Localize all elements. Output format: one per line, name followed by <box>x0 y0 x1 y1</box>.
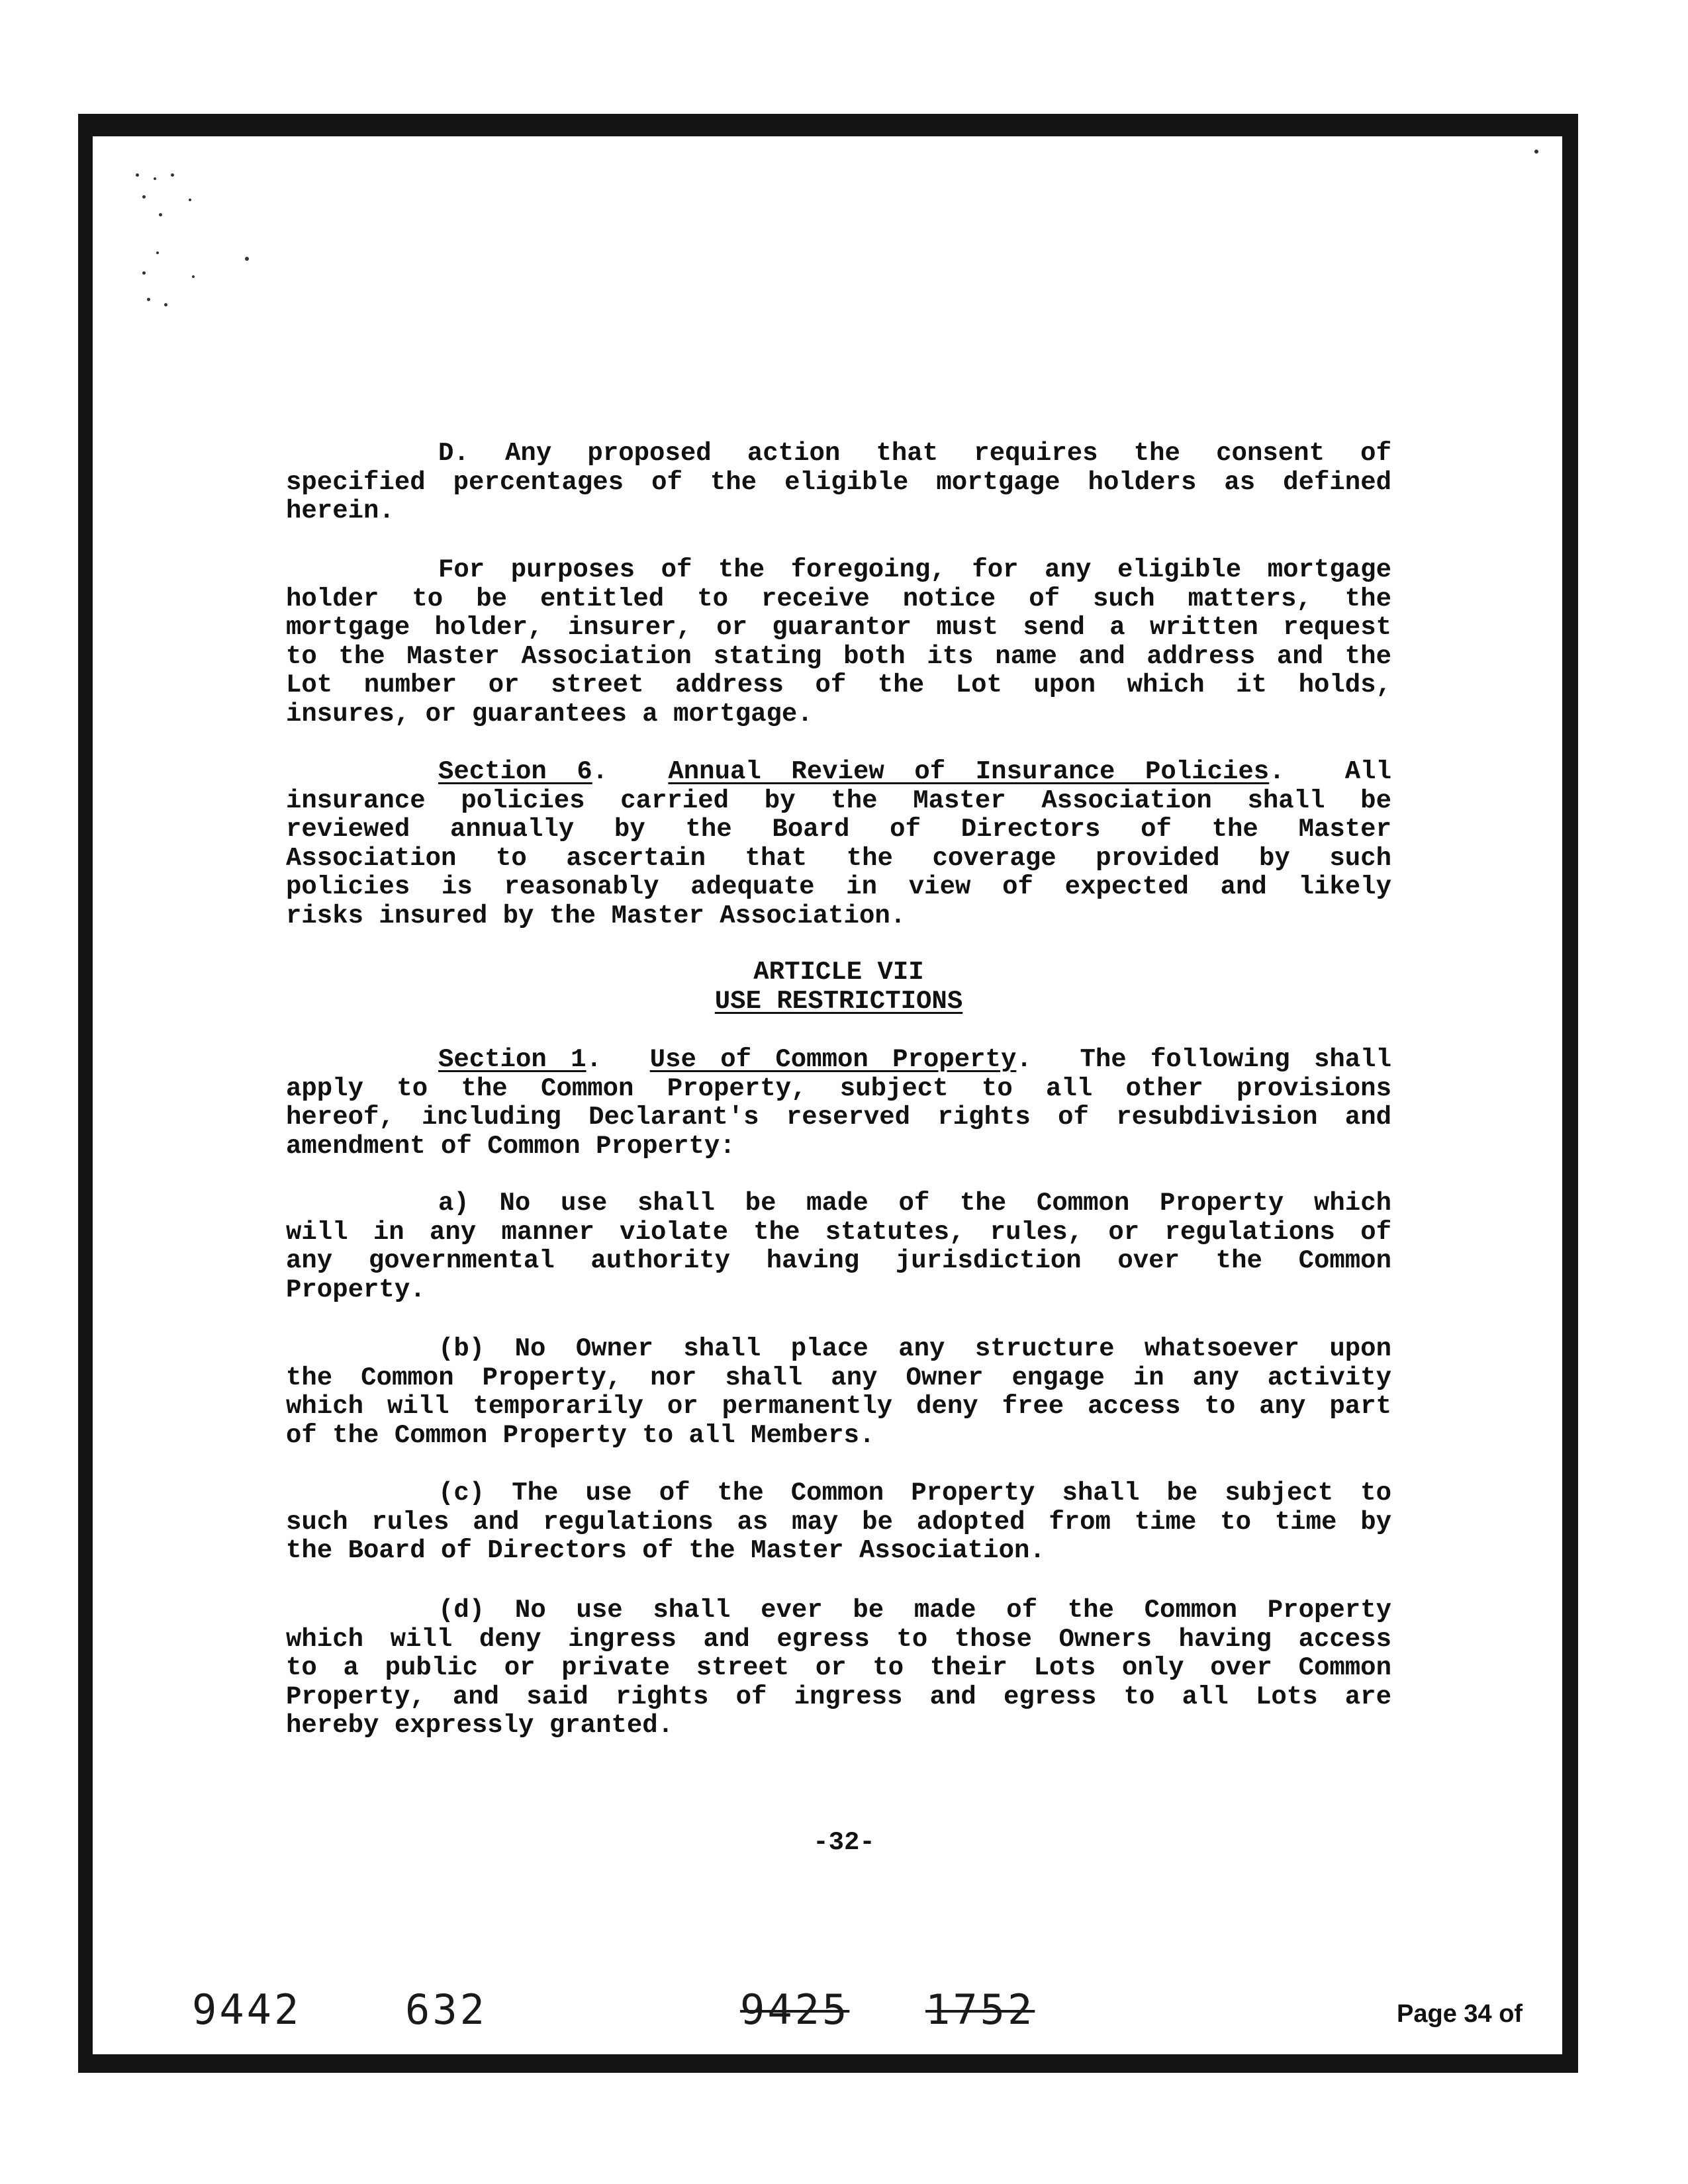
paragraph-line: hereby expressly granted. <box>286 1711 674 1740</box>
paragraph-line: the Common Property, nor shall any Owner engage in any activity <box>286 1363 1391 1392</box>
page-number: -32- <box>813 1828 875 1857</box>
paragraph-line: specified percentages of the eligible mortgage holders as defined <box>286 467 1391 497</box>
paragraph-line: to a public or private street or to their Lots only over Common <box>286 1653 1391 1682</box>
paragraph-line: (c) The use of the Common Property shall be subject to <box>438 1479 1391 1508</box>
struck-page-number: 1752 <box>925 1985 1035 2034</box>
paragraph-line: Lot number or street address of the Lot upon which it holds, <box>286 670 1391 700</box>
paragraph-line: (b) No Owner shall place any structure whatsoever upon <box>438 1334 1391 1363</box>
paragraph-line: (d) No use shall ever be made of the Common Property <box>438 1596 1391 1625</box>
paragraph-line: risks insured by the Master Association. <box>286 901 906 931</box>
paragraph-line: holder to be entitled to receive notice of such matters, the <box>286 584 1391 614</box>
section-1: Section 1. Use of Common Property. The following shall apply to the Common Property, subject to all other provisions hereof, including Declarant's reserved rights of resubdivision and amendment of Common Property: <box>286 1045 1391 1161</box>
paragraph-line: mortgage holder, insurer, or guarantor must send a written request <box>286 613 1391 642</box>
paragraph-line: which will temporarily or permanently deny free access to any part <box>286 1392 1391 1421</box>
paragraph-line: insures, or guarantees a mortgage. <box>286 699 813 729</box>
paragraph-line: hereof, including Declarant's reserved rights of resubdivision and <box>286 1103 1391 1132</box>
paragraph-line: insurance policies carried by the Master Association shall be <box>286 786 1391 815</box>
paragraph-line: D. Any proposed action that requires the consent of <box>438 439 1391 468</box>
item-b <box>286 1335 1391 1450</box>
paragraph-line: Association to ascertain that the coverage provided by such <box>286 843 1391 873</box>
section-title: Use of Common Property <box>649 1045 1017 1074</box>
paragraph-line: Property, and said rights of ingress and egress to all Lots are <box>286 1682 1391 1711</box>
paragraph-d <box>286 439 1391 526</box>
section-first-rest: The following shall <box>1080 1045 1391 1074</box>
article-heading <box>286 958 1391 1016</box>
paragraph-line: apply to the Common Property, subject to all other provisions <box>286 1073 1391 1103</box>
article-title: USE RESTRICTIONS <box>714 986 963 1016</box>
book-number: 9442 <box>192 1985 302 2034</box>
paragraph-line: amendment of Common Property: <box>286 1131 735 1161</box>
paragraph-line: a) No use shall be made of the Common Property which <box>438 1189 1391 1218</box>
paragraph-purposes <box>286 556 1391 729</box>
paragraph-line: any governmental authority having jurisdiction over the Common <box>286 1246 1391 1275</box>
paragraph-line: reviewed annually by the Board of Directors of the Master <box>286 815 1391 844</box>
article-number: ARTICLE VII <box>753 958 924 987</box>
section-first-rest: All <box>1344 757 1391 786</box>
paragraph-line: to the Master Association stating both its name and address and the <box>286 641 1391 671</box>
paragraph-line: of the Common Property to all Members. <box>286 1420 875 1450</box>
section-title: Annual Review of Insurance Policies <box>668 757 1270 786</box>
item-c <box>286 1479 1391 1566</box>
paragraph-line: policies is reasonably adequate in view of expected and likely <box>286 872 1391 901</box>
section-label: Section 1 <box>438 1045 586 1074</box>
paragraph-line: the Board of Directors of the Master Association. <box>286 1536 1045 1565</box>
book-page-number: 632 <box>405 1985 487 2034</box>
page-of-label: Page 34 of <box>1397 2000 1523 2028</box>
section-6: Section 6. Annual Review of Insurance Policies. All insurance policies carried by the Master Association shall be reviewed annually by the Board of Directors of the Master Association to ascertain that the coverage provided by such policies is reasonably adequate in view of expected and likely risks insured by the Master Association. <box>286 757 1391 931</box>
paragraph-line: herein. <box>286 496 395 525</box>
struck-book-number: 9425 <box>740 1985 850 2034</box>
item-d <box>286 1596 1391 1741</box>
paragraph-line: such rules and regulations as may be adopted from time to time by <box>286 1507 1391 1537</box>
paragraph-line: For purposes of the foregoing, for any eligible mortgage <box>438 555 1391 584</box>
paragraph-line: will in any manner violate the statutes, rules, or regulations of <box>286 1217 1391 1247</box>
paragraph-line: Property. <box>286 1275 426 1304</box>
item-a <box>286 1189 1391 1304</box>
paragraph-line: which will deny ingress and egress to those Owners having access <box>286 1624 1391 1654</box>
section-label: Section 6 <box>438 757 592 786</box>
